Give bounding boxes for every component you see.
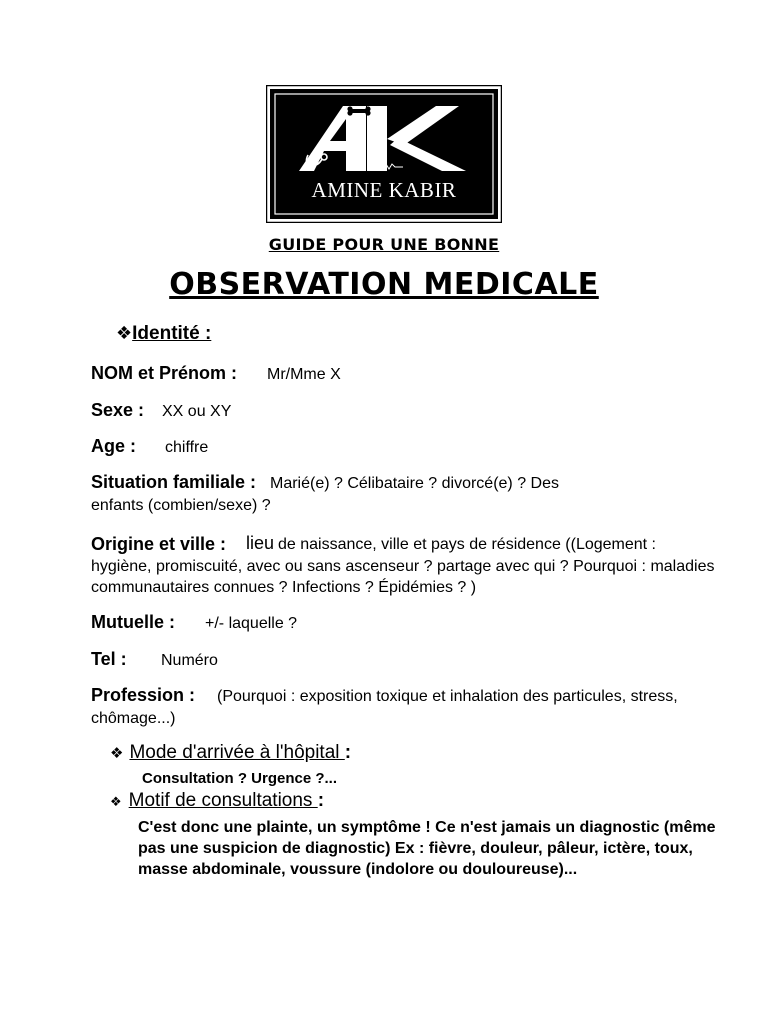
logo-text: AMINE KABIR (311, 178, 457, 202)
motif-heading (110, 790, 324, 812)
motif-line3: masse abdominale, voussure (indolore ou douloureuse)... (138, 861, 578, 878)
situation-label: Situation familiale : (91, 472, 257, 492)
tel-value: Numéro (161, 652, 218, 669)
sexe-label: Sexe : (91, 400, 145, 420)
origine-value-line3: communautaires connues ? Infections ? Épidémies ? ) (91, 579, 477, 596)
situation-value-line1: Marié(e) ? Célibataire ? divorcé(e) ? Des (270, 475, 559, 492)
tel-label: Tel : (91, 649, 127, 669)
nom-label: NOM et Prénom : (91, 363, 238, 383)
profession-value-line1: (Pourquoi : exposition toxique et inhalation des particules, stress, (217, 688, 678, 705)
nom-value: Mr/Mme X (267, 366, 341, 383)
origine-label: Origine et ville : (91, 534, 227, 554)
situation-value-line2: enfants (combien/sexe) ? (91, 497, 271, 514)
sexe-value: XX ou XY (162, 403, 232, 420)
mode-arrivee-heading-text: Mode d'arrivée à l'hôpital (129, 742, 345, 763)
diamond-bullet-icon: ❖ (110, 795, 122, 810)
profession-value-line2: chômage...) (91, 710, 176, 727)
age-label: Age : (91, 436, 136, 456)
origine-value-line1: de naissance, ville et pays de résidence ((Logement : (278, 536, 656, 553)
motif-heading-text: Motif de consultations (128, 790, 318, 811)
mode-arrivee-colon: : (344, 742, 352, 763)
identite-heading (116, 323, 211, 345)
profession-label: Profession : (91, 685, 196, 705)
mutuelle-value: +/- laquelle ? (205, 615, 298, 632)
origine-value-first: lieu (246, 533, 275, 553)
motif-line1: C'est donc une plainte, un symptôme ! Ce n'est jamais un diagnostic (même (138, 819, 716, 836)
diamond-bullet-icon: ❖ (116, 323, 133, 344)
origine-value-line2: hygiène, promiscuité, avec ou sans ascenseur ? partage avec qui ? Pourquoi : maladies (91, 558, 715, 575)
mode-arrivee-heading (110, 742, 351, 764)
mutuelle-label: Mutuelle : (91, 612, 175, 632)
page-subtitle: GUIDE POUR UNE BONNE (268, 235, 500, 254)
diamond-bullet-icon: ❖ (110, 744, 124, 762)
identite-heading-text: Identité : (132, 323, 212, 344)
motif-line2: pas une suspicion de diagnostic) Ex : fièvre, douleur, pâleur, ictère, toux, (138, 840, 693, 857)
age-value: chiffre (165, 439, 209, 456)
amine-kabir-logo (266, 85, 502, 223)
page-title: OBSERVATION MEDICALE (169, 267, 599, 302)
motif-colon: : (317, 790, 325, 811)
mode-arrivee-text: Consultation ? Urgence ?... (142, 770, 338, 787)
